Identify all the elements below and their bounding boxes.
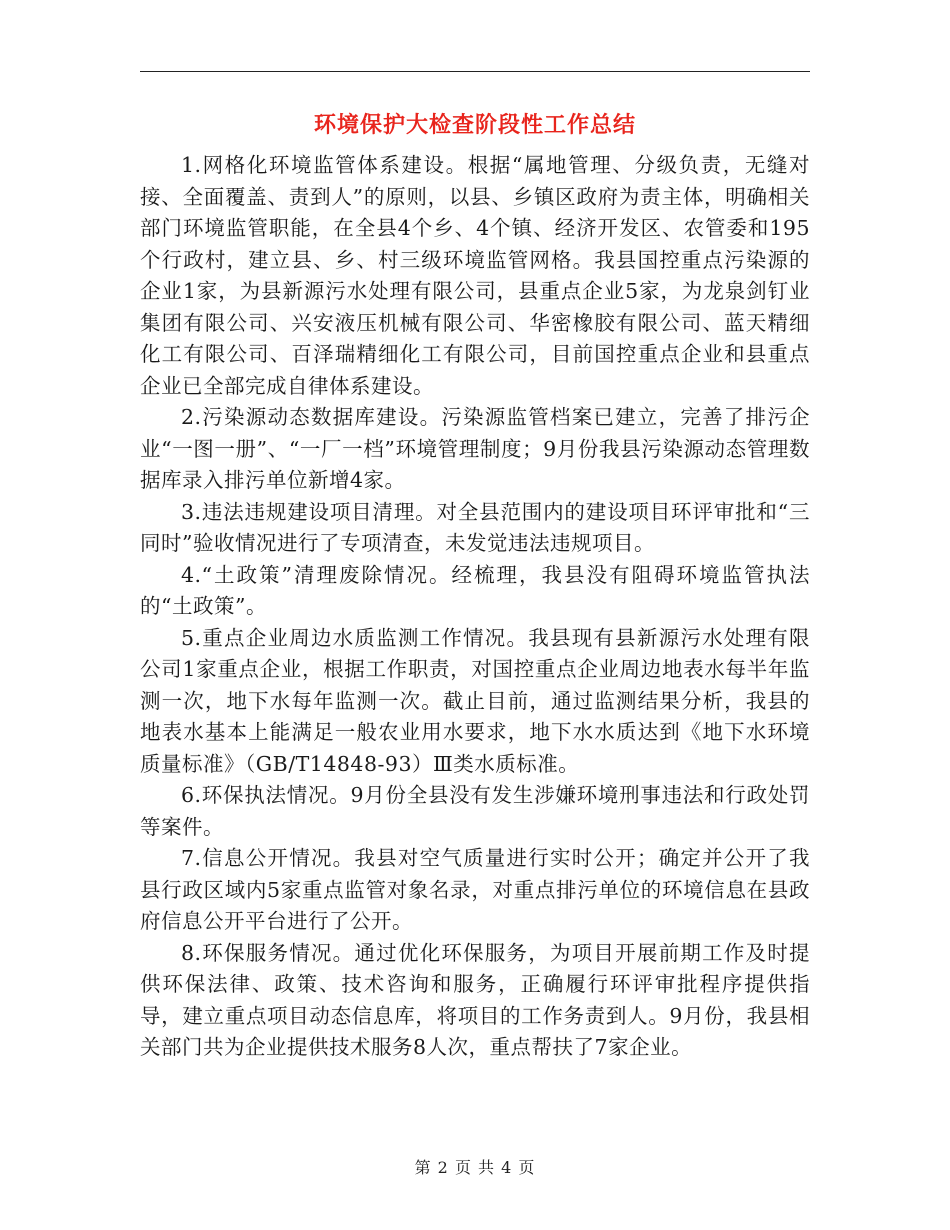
- paragraph-1: 1.网格化环境监管体系建设。根据“属地管理、分级负责，无缝对接、全面覆盖、责到人”的原则，以县、乡镇区政府为责主体，明确相关部门环境监管职能，在全县4个乡、4个镇、经济开发区、农管委和195个行政村，建立县、乡、村三级环境监管网格。我县国控重点污染源的企业1家，为县新源污水处理有限公司，县重点企业5家，为龙泉剑钉业集团有限公司、兴安液压机械有限公司、华密橡胶有限公司、蓝天精细化工有限公司、百泽瑞精细化工有限公司，目前国控重点企业和县重点企业已全部完成自律体系建设。: [140, 153, 810, 398]
- paragraph-8: 8.环保服务情况。通过优化环保服务，为项目开展前期工作及时提供环保法律、政策、技术咨询和服务，正确履行环评审批程序提供指导，建立重点项目动态信息库，将项目的工作务责到人。9月份，我县相关部门共为企业提供技术服务8人次，重点帮扶了7家企业。: [140, 940, 810, 1059]
- paragraph-6: 6.环保执法情况。9月份全县没有发生涉嫌环境刑事违法和行政处罚等案件。: [140, 783, 810, 839]
- paragraph-4: 4.“土政策”清理废除情况。经梳理，我县没有阻碍环境监管执法的“土政策”。: [140, 562, 810, 618]
- paragraph-7: 7.信息公开情况。我县对空气质量进行实时公开；确定并公开了我县行政区域内5家重点监管对象名录，对重点排污单位的环境信息在县政府信息公开平台进行了公开。: [140, 846, 810, 933]
- paragraph-3: 3.违法违规建设项目清理。对全县范围内的建设项目环评审批和“三同时”验收情况进行了专项清查，未发觉违法违规项目。: [140, 499, 810, 555]
- page-number-footer: 第 2 页 共 4 页: [414, 1158, 536, 1177]
- paragraph-5: 5.重点企业周边水质监测工作情况。我县现有县新源污水处理有限公司1家重点企业，根据工作职责，对国控重点企业周边地表水每半年监测一次，地下水每年监测一次。截止目前，通过监测结果分析，我县的地表水基本上能满足一般农业用水要求，地下水水质达到《地下水环境质量标准》（GB/T14848-93）Ⅲ类水质标准。: [140, 625, 810, 776]
- document-body: [140, 150, 810, 1064]
- header-rule: [140, 71, 810, 72]
- paragraph-2: 2.污染源动态数据库建设。污染源监管档案已建立，完善了排污企业“一图一册”、“一厂一档”环境管理制度；9月份我县污染源动态管理数据库录入排污单位新增4家。: [140, 405, 810, 492]
- document-title: 环境保护大检查阶段性工作总结: [313, 112, 636, 138]
